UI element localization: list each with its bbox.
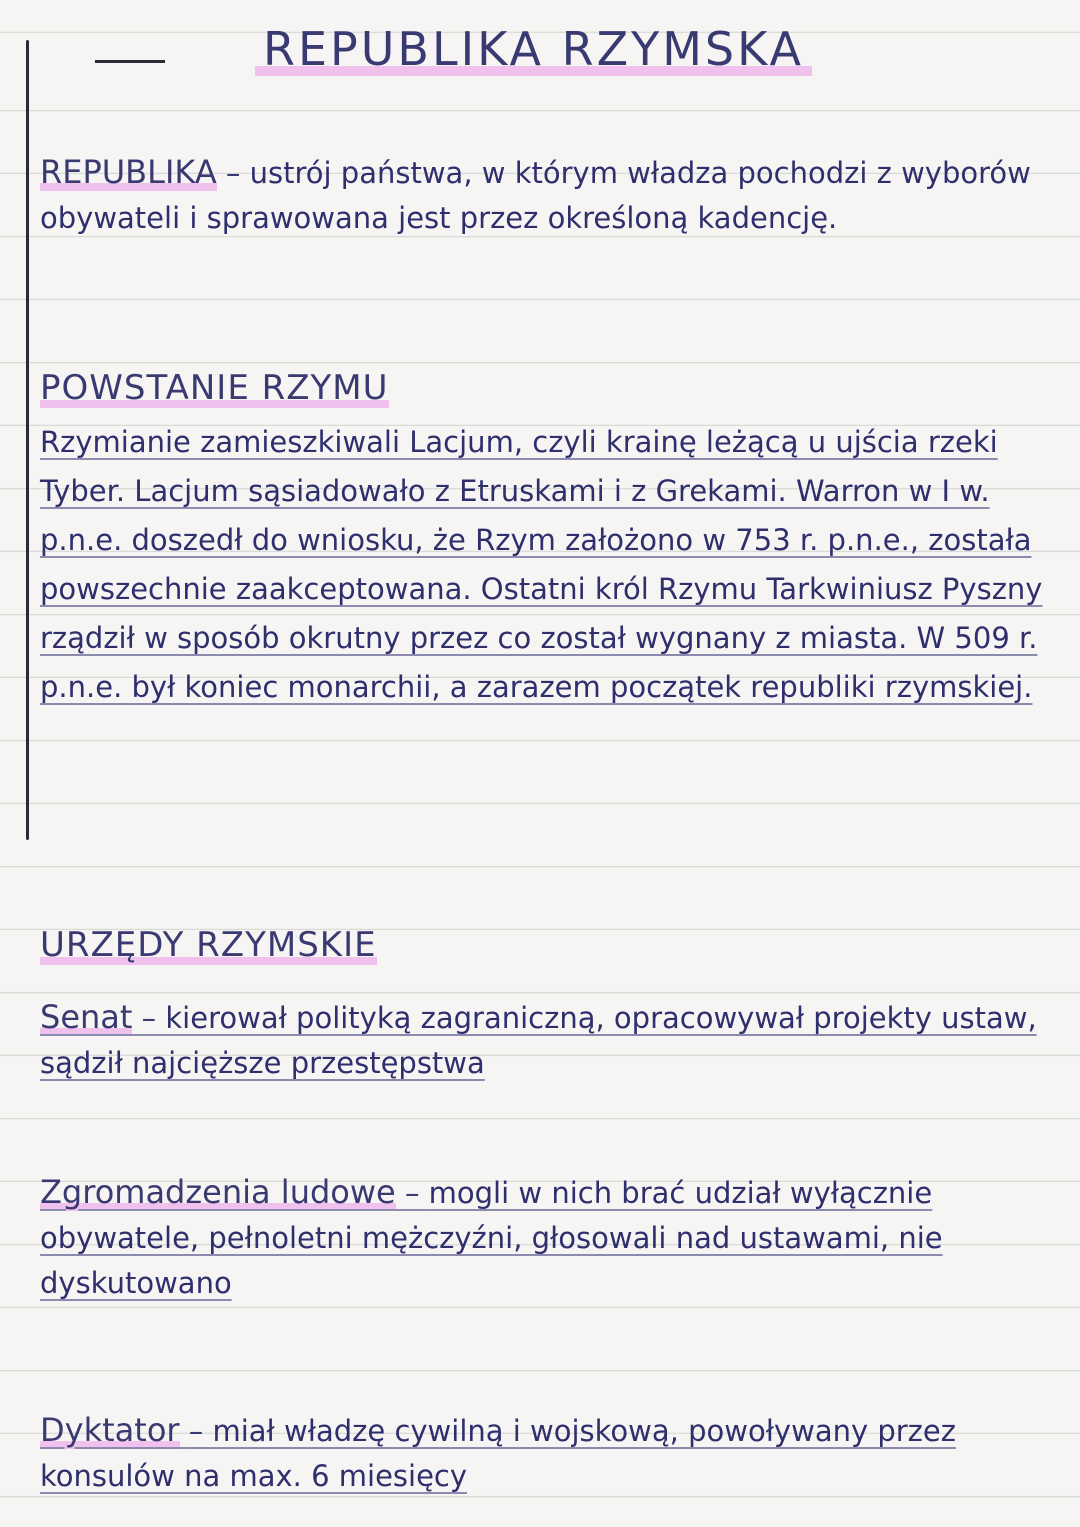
office-item: Dyktator – miał władzę cywilną i wojskową, powoływany przez konsulów na max. 6 miesięcy — [40, 1411, 956, 1493]
office-term: Senat — [40, 998, 133, 1036]
section-heading-offices: URZĘDY RZYMSKIE — [40, 925, 377, 965]
office-term: Zgromadzenia ludowe — [40, 1173, 396, 1211]
section-heading-origin: POWSTANIE RZYMU — [40, 368, 389, 408]
office-term: Dyktator — [40, 1411, 180, 1449]
office-text: miał władzę cywilną i wojskową, powoływany przez konsulów na max. 6 miesięcy — [40, 1414, 956, 1493]
office-text: mogli w nich brać udział wyłącznie obywatele, pełnoletni mężczyźni, głosowali nad ustawami, nie dyskutowano — [40, 1176, 943, 1300]
office-text: kierował polityką zagraniczną, opracowywał projekty ustaw, sądził najcięższe przestępstwa — [40, 1001, 1037, 1080]
section-origin — [40, 368, 1060, 712]
definition-text: ustrój państwa, w którym władza pochodzi z wyborów obywateli i sprawowana jest przez określoną kadencję. — [40, 156, 1031, 235]
title-dash — [95, 60, 165, 63]
office-item: Zgromadzenia ludowe – mogli w nich brać udział wyłącznie obywatele, pełnoletni mężczyźni, głosowali nad ustawami, nie dyskutowano — [40, 1173, 943, 1300]
definition-block: REPUBLIKA – ustrój państwa, w którym władza pochodzi z wyborów obywateli i sprawowana jest przez określoną kadencję. — [40, 153, 1031, 235]
section-offices — [40, 925, 1060, 965]
office-item: Senat – kierował polityką zagraniczną, opracowywał projekty ustaw, sądził najcięższe przestępstwa — [40, 998, 1037, 1080]
section-origin-text: Rzymianie zamieszkiwali Lacjum, czyli krainę leżącą u ujścia rzeki Tyber. Lacjum sąsiadowało z Etruskami i z Grekami. Warron w I w. p.n.e. doszedł do wniosku, że Rzym założono w 753 r. p.n.e., została powszechnie zaakceptowana. Ostatni król Rzymu Tarkwiniusz Pyszny rządził w sposób okrutny przez co został wygnany z miasta. W 509 r. p.n.e. był koniec monarchii, a zarazem początek republiki rzymskiej. — [40, 425, 1043, 704]
definition-term: REPUBLIKA — [40, 153, 217, 191]
margin-line — [26, 40, 29, 840]
page-title: REPUBLIKA RZYMSKA — [255, 22, 812, 76]
